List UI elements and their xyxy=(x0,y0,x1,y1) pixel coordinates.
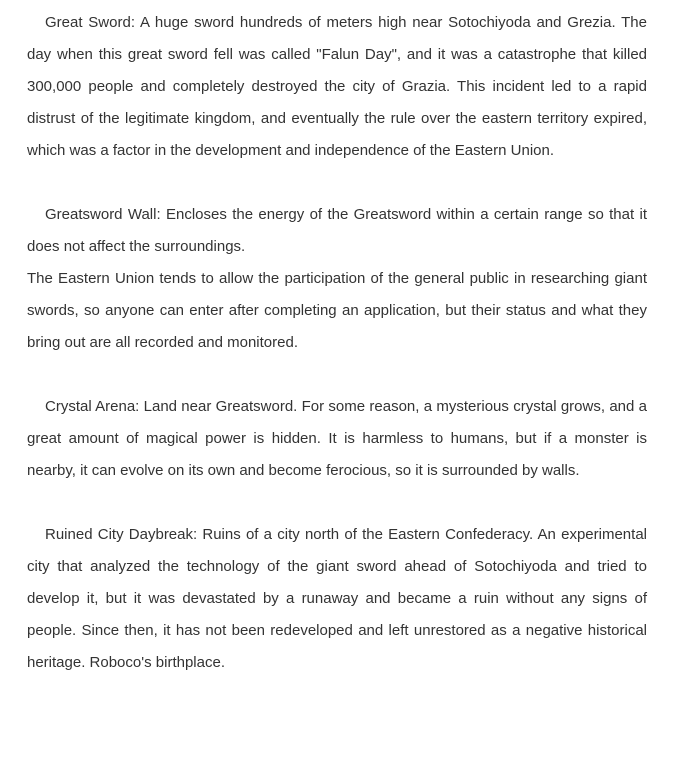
paragraph-great-sword xyxy=(27,7,647,167)
paragraph-text: Greatsword Wall: Encloses the energy of the Greatsword within a certain range so that it does not affect the surroundings. xyxy=(27,206,647,255)
paragraph-text: Ruined City Daybreak: Ruins of a city north of the Eastern Confederacy. An experimental city that analyzed the technology of the giant sword ahead of Sotochiyoda and tried to develop it, but it was devastated by a runaway and became a ruin without any signs of people. Since then, it has not been redeveloped and left unrestored as a negative historical heritage. Roboco's birthplace. xyxy=(27,526,647,671)
paragraph-ruined-city-daybreak xyxy=(27,519,647,679)
paragraph-greatsword-wall xyxy=(27,199,647,359)
paragraph-text: Great Sword: A huge sword hundreds of meters high near Sotochiyoda and Grezia. The day when this great sword fell was called "Falun Day", and it was a catastrophe that killed 300,000 people and completely destroyed the city of Grazia. This incident led to a rapid distrust of the legitimate kingdom, and eventually the rule over the eastern territory expired, which was a factor in the development and independence of the Eastern Union. xyxy=(27,14,647,159)
paragraph-text: Crystal Arena: Land near Greatsword. For some reason, a mysterious crystal grows, and a great amount of magical power is hidden. It is harmless to humans, but if a monster is nearby, it can evolve on its own and become ferocious, so it is surrounded by walls. xyxy=(27,398,647,479)
article-body xyxy=(27,7,647,711)
paragraph-crystal-arena xyxy=(27,391,647,487)
paragraph-text: The Eastern Union tends to allow the participation of the general public in researching giant swords, so anyone can enter after completing an application, but their status and what they bring out are all recorded and monitored. xyxy=(27,270,647,351)
